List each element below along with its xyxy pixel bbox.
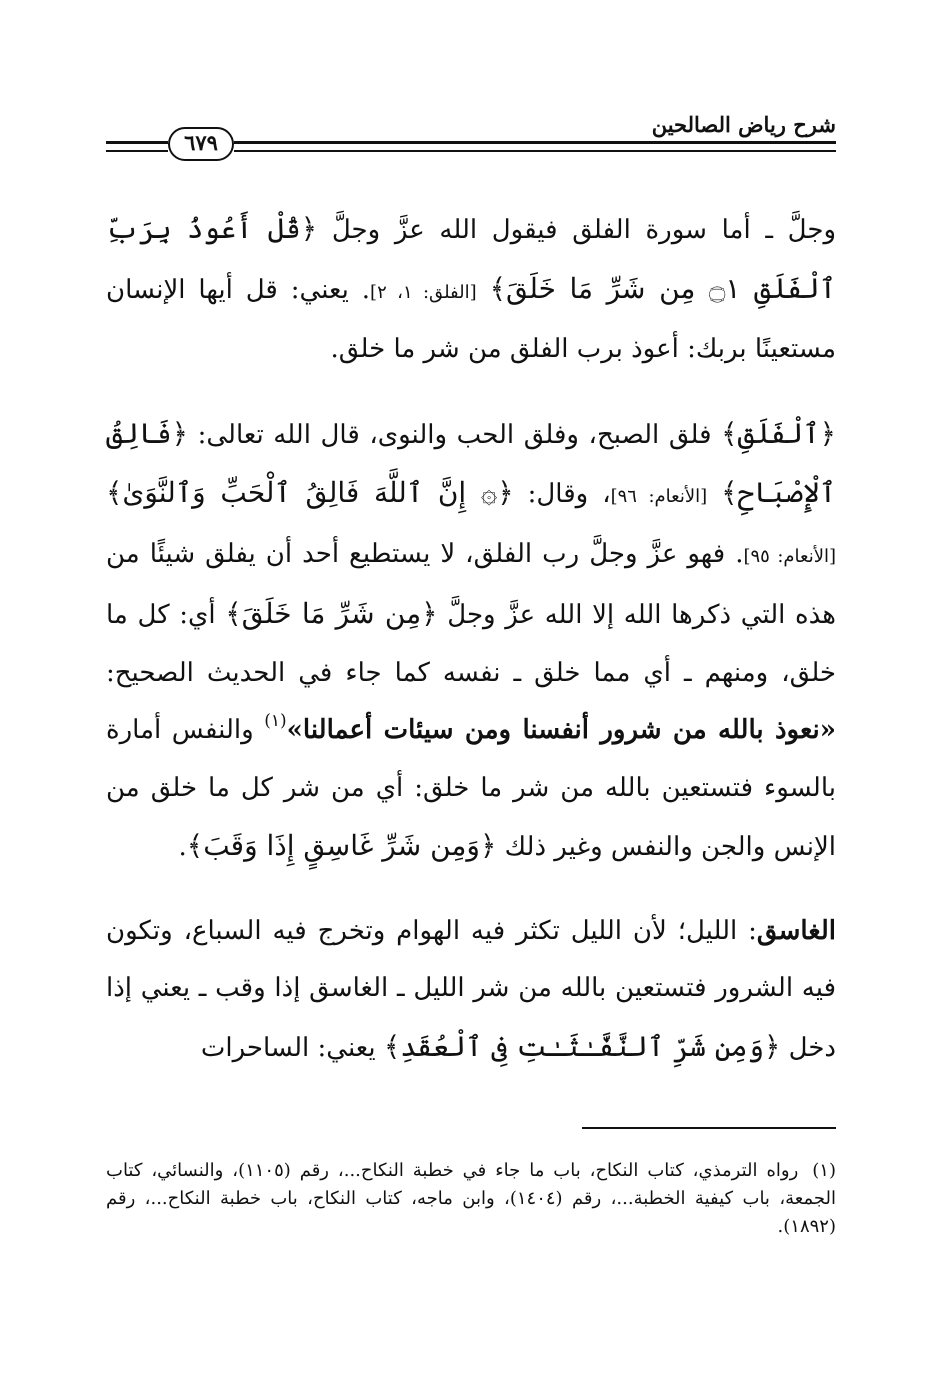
header-double-rule-left: [106, 141, 168, 152]
paragraph-2: [106, 405, 836, 877]
text-run: أي: كل ما خلق، ومنهم ـ أي مما خلق ـ نفسه كما جاء في الحديث الصحيح:: [106, 600, 836, 688]
running-title: شرح رياض الصالحين: [651, 112, 836, 137]
hadith-quote: «نعوذ بالله من شرور أنفسنا ومن سيئات أعمالنا»: [286, 715, 837, 745]
text-run: يعني: الساحرات: [200, 1032, 376, 1063]
text-run: .: [178, 832, 187, 862]
page-number: ٦٧٩: [168, 127, 234, 161]
footnote-text: رواه الترمذي، كتاب النكاح، باب ما جاء في خطبة النكاح...، رقم (١١٠٥)، والنسائي، كتاب الجمعة، باب كيفية الخطبة...، رقم (١٤٠٤)، وابن ماجه، كتاب النكاح، باب خطبة النكاح...، رقم (١٨٩٢).: [106, 1160, 836, 1237]
quran-verse: ﴿۞ إِنَّ ٱللَّهَ فَالِقُ ٱلْحَبِّ وَٱلنَّوَىٰ﴾: [106, 476, 514, 509]
text-run: فلق الصبح، وفلق الحب والنوى، قال الله تعالى:: [197, 419, 712, 450]
header-double-rule: [234, 141, 836, 152]
footnote: [106, 1157, 836, 1241]
quran-verse: ﴿فَالِقُ ٱلْإِصْبَاحِ﴾: [106, 416, 836, 509]
footnote-marker: (١): [264, 711, 287, 731]
text-run: والنفس أمارة بالسوء فتستعين بالله من شر ما خلق: أي من شر كل ما خلق من الإنس والجن والنفس وغير ذلك: [106, 715, 836, 862]
quran-verse: ﴿ٱلْفَلَقِ﴾: [721, 416, 837, 450]
text-run: ، وقال:: [527, 479, 611, 509]
verse-reference: [الفلق: ١، ٢]: [370, 281, 477, 303]
footnote-separator: [582, 1127, 836, 1129]
paragraph-3: [106, 903, 836, 1078]
verse-reference: [الأنعام: ٩٦]: [610, 486, 708, 507]
text-run: : الليل؛ لأن الليل تكثر فيه الهوام وتخرج فيه السباع، وتكون فيه الشرور فتستعين بالله من شر الليل ـ الغاسق إذا وقب ـ يعني إذا دخل: [106, 915, 836, 1063]
verse-reference: [الأنعام: ٩٥]: [743, 545, 836, 567]
text-run: وجلَّ ـ أما سورة الفلق فيقول الله عزَّ وجلَّ: [331, 215, 837, 245]
paragraph-1: [106, 200, 836, 379]
quran-verse: ﴿وَمِن شَرِّ ٱلنَّفَّـٰثَـٰتِ فِى ٱلْعُقَدِ﴾: [383, 1029, 781, 1063]
quran-verse: ﴿مِن شَرِّ مَا خَلَقَ﴾: [225, 597, 438, 630]
defined-term: الغاسق: [756, 915, 836, 946]
text-run: . يعني: قل أيها الإنسان مستعينًا بربك: أعوذ برب الفلق من شر ما خلق.: [106, 274, 836, 364]
quran-verse: ﴿وَمِن شَرِّ غَاسِقٍ إِذَا وَقَبَ﴾: [186, 829, 497, 862]
main-text: [106, 200, 836, 1077]
quran-verse: ﴿قُلْ أَعُوذُ بِرَبِّ ٱلْفَلَقِ ۝١ مِن شَرِّ مَا خَلَقَ﴾: [106, 212, 837, 305]
footnote-number: (١): [812, 1160, 836, 1181]
text-run: . فهو عزَّ وجلَّ رب الفلق، لا يستطيع أحد أن يفلق شيئًا من هذه التي ذكرها الله إلا الله عزَّ وجلَّ: [106, 538, 837, 630]
